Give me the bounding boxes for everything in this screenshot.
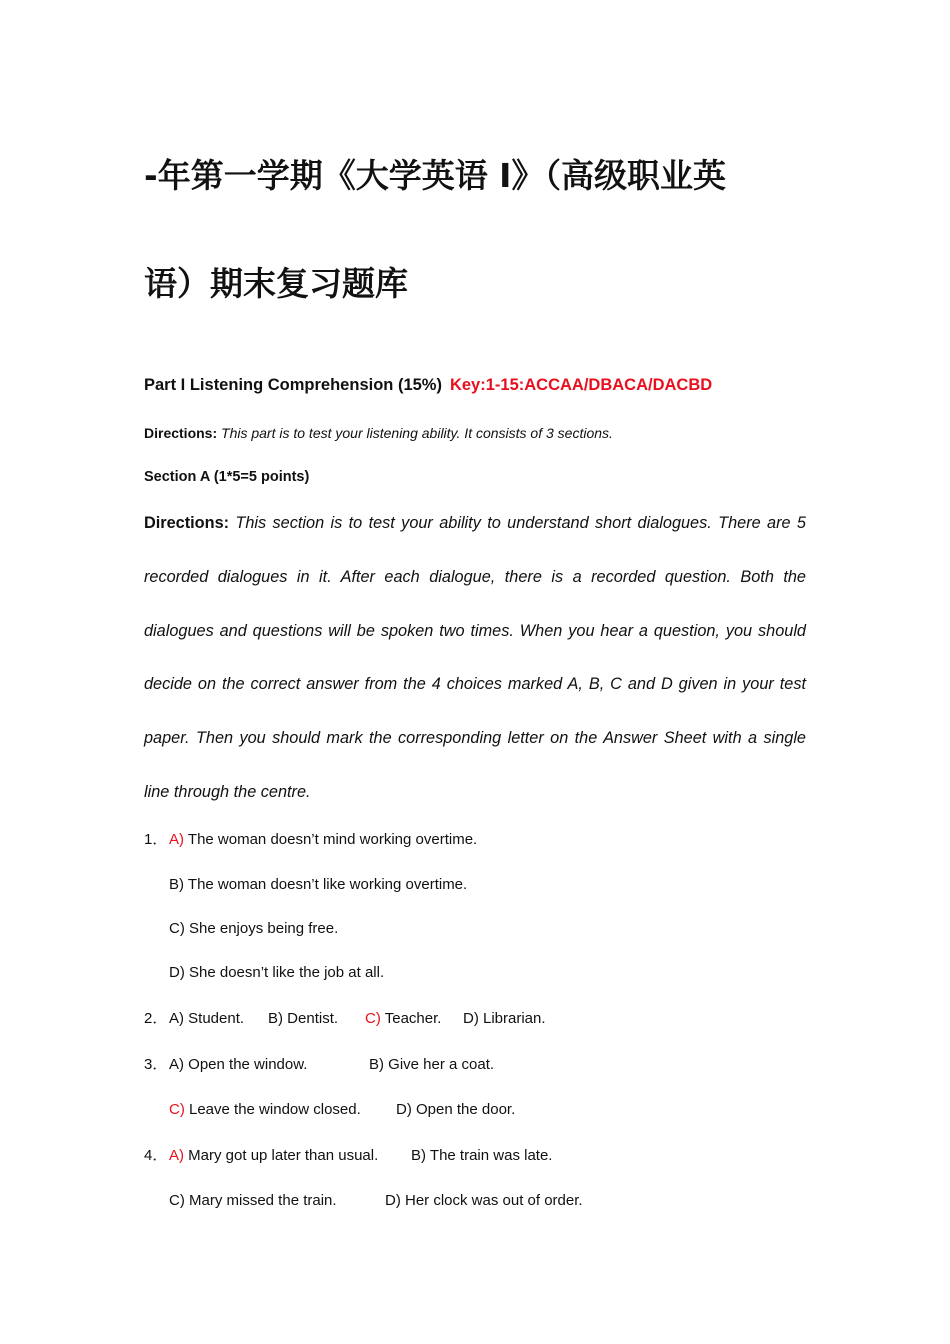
option-text: Teacher. (384, 1010, 442, 1027)
option-text: Leave the window closed. (189, 1101, 361, 1118)
option-text: The train was late. (429, 1147, 553, 1164)
option-letter: D) (169, 964, 185, 981)
option-text: Student. (188, 1010, 245, 1027)
question-option (411, 1146, 552, 1166)
option-text: Her clock was out of order. (405, 1192, 583, 1209)
section-directions-label: Directions: (144, 514, 230, 532)
question-option (463, 1009, 546, 1029)
option-letter: C) (169, 920, 185, 937)
question-number: 1． (144, 831, 168, 848)
option-letter: C) (169, 1101, 185, 1118)
option-letter: D) (396, 1101, 412, 1118)
document-title-line-2: 语）期末复习题库 (144, 264, 408, 303)
option-letter: A) (169, 1010, 184, 1027)
section-directions (144, 497, 806, 820)
question-option (169, 1100, 361, 1120)
question-option (169, 1055, 307, 1075)
part-heading (144, 376, 712, 395)
option-letter: C) (169, 1192, 185, 1209)
question-number: 4． (144, 1147, 168, 1164)
option-text: Give her a coat. (388, 1056, 495, 1073)
option-text: She doesn’t like the job at all. (189, 964, 385, 981)
section-directions-text: This section is to test your ability to understand short dialogues. There are 5 recorded dialogues in it. After each dialogue, there is a recorded question. Both the dialogues and questions will be spoken two times. When you hear a question, you should decide on the correct answer from the 4 choices marked A, B, C and D given in your test paper. Then you should mark the corresponding letter on the Answer Sheet with a single line through the centre. (144, 514, 806, 801)
option-letter: A) (169, 1147, 184, 1164)
option-text: The woman doesn’t mind working overtime. (187, 831, 478, 848)
question-option (169, 830, 477, 850)
option-letter: C) (365, 1010, 381, 1027)
section-heading: Section A (1*5=5 points) (144, 469, 310, 485)
directions-label: Directions: (144, 425, 218, 441)
question-option (268, 1009, 338, 1029)
question-option (169, 875, 467, 895)
answer-key: Key:1-15:ACCAA/DBACA/DACBD (449, 376, 713, 394)
option-text: Librarian. (483, 1010, 546, 1027)
option-letter: D) (463, 1010, 479, 1027)
option-letter: A) (169, 831, 184, 848)
question-option (169, 1191, 337, 1211)
document-title-line-1: -年第一学期《大学英语 I》（高级职业英 (144, 156, 726, 195)
question-number: 2． (144, 1010, 168, 1027)
question-number: 3． (144, 1056, 168, 1073)
option-letter: A) (169, 1056, 184, 1073)
question-option (169, 1146, 378, 1166)
question-option (369, 1055, 494, 1075)
option-letter: B) (411, 1147, 426, 1164)
part-heading-text: Part I Listening Comprehension (15%) (144, 376, 442, 394)
question-option (385, 1191, 583, 1211)
option-text: Open the window. (188, 1056, 308, 1073)
question-option (169, 919, 338, 939)
option-text: Mary got up later than usual. (188, 1147, 379, 1164)
option-text: Dentist. (287, 1010, 339, 1027)
option-text: She enjoys being free. (189, 920, 339, 937)
option-letter: B) (268, 1010, 283, 1027)
option-letter: B) (169, 876, 184, 893)
option-text: Open the door. (416, 1101, 516, 1118)
option-letter: B) (369, 1056, 384, 1073)
option-text: Mary missed the train. (189, 1192, 337, 1209)
option-text: The woman doesn’t like working overtime. (187, 876, 468, 893)
directions-text: This part is to test your listening ability. It consists of 3 sections. (221, 425, 613, 441)
question-option (396, 1100, 515, 1120)
question-option (169, 963, 384, 983)
part-directions (144, 425, 613, 441)
option-letter: D) (385, 1192, 401, 1209)
question-option (169, 1009, 244, 1029)
question-option (365, 1009, 441, 1029)
